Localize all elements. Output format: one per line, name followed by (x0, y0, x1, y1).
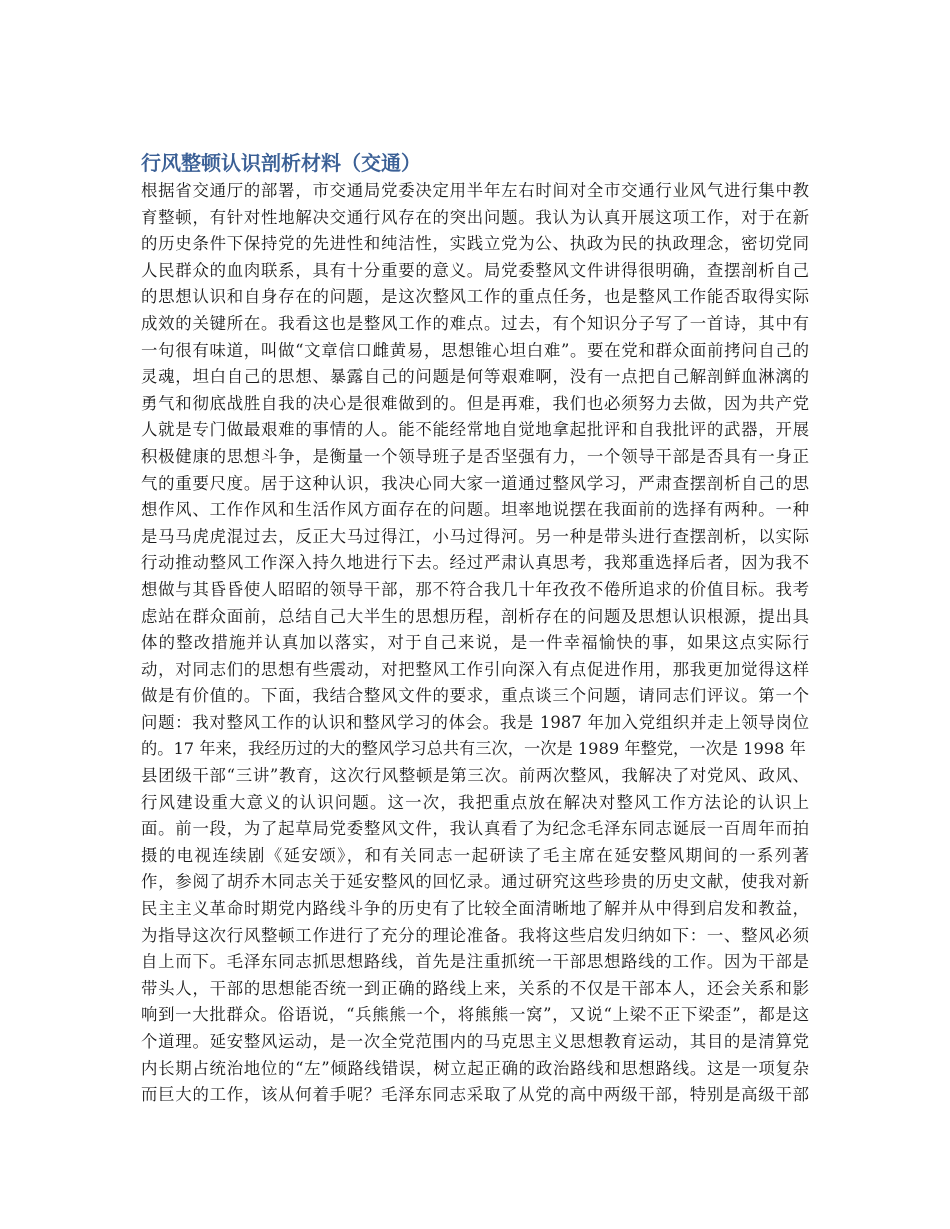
body-line: 体的整改措施并认真加以落实，对于自己来说，是一件幸福愉快的事，如果这点实际行 (141, 633, 809, 653)
body-line: 想做与其昏昏使人昭昭的领导干部，那不符合我几十年孜孜不倦所追求的价值目标。我考 (141, 579, 809, 599)
body-line: 民主主义革命时期党内路线斗争的历史有了比较全面清晰地了解并从中得到启发和教益， (141, 899, 809, 919)
body-line: 作，参阅了胡乔木同志关于延安整风的回忆录。通过研究这些珍贵的历史文献，使我对新 (141, 872, 809, 892)
body-line: 自上而下。毛泽东同志抓思想路线，首先是注重抓统一干部思想路线的工作。因为干部是 (141, 952, 809, 972)
document-body (141, 178, 809, 1109)
body-line: 的。17 年来，我经历过的大的整风学习总共有三次，一次是 1989 年整党，一次是 1998 年 (141, 739, 806, 759)
body-line: 气的重要尺度。居于这种认识，我决心同大家一道通过整风学习，严肃查摆剖析自己的思 (141, 473, 809, 493)
body-line: 人民群众的血肉联系，具有十分重要的意义。局党委整风文件讲得很明确，查摆剖析自己 (141, 260, 809, 280)
body-line: 而巨大的工作，该从何着手呢？毛泽东同志采取了从党的高中两级干部，特别是高级干部 (141, 1085, 809, 1105)
body-line: 内长期占统治地位的“左”倾路线错误，树立起正确的政治路线和思想路线。这是一项复杂 (141, 1058, 809, 1078)
body-line: 响到一大批群众。俗语说，“兵熊熊一个，将熊熊一窝”，又说“上梁不正下梁歪”，都是这 (141, 1005, 809, 1025)
body-line: 摄的电视连续剧《延安颂》，和有关同志一起研读了毛主席在延安整风期间的一系列著 (141, 845, 809, 865)
body-line: 行动推动整风工作深入持久地进行下去。经过严肃认真思考，我郑重选择后者，因为我不 (141, 553, 809, 573)
body-line: 个道理。延安整风运动，是一次全党范围内的马克思主义思想教育运动，其目的是清算党 (141, 1032, 809, 1051)
body-line: 成效的关键所在。我看这也是整风工作的难点。过去，有个知识分子写了一首诗，其中有 (141, 313, 809, 333)
body-line: 行风建设重大意义的认识问题。这一次，我把重点放在解决对整风工作方法论的认识上 (141, 792, 809, 812)
body-line: 的思想认识和自身存在的问题，是这次整风工作的重点任务，也是整风工作能否取得实际 (141, 287, 809, 307)
body-line: 问题：我对整风工作的认识和整风学习的体会。我是 1987 年加入党组织并走上领导岗位 (141, 712, 809, 732)
body-line: 育整顿，有针对性地解决交通行风存在的突出问题。我认为认真开展这项工作，对于在新 (141, 207, 809, 227)
document-content (141, 148, 809, 1109)
body-line: 灵魂，坦白自己的思想、暴露自己的问题是何等艰难啊，没有一点把自己解剖鲜血淋漓的 (141, 367, 809, 387)
body-line: 人就是专门做最艰难的事情的人。能不能经常地自觉地拿起批评和自我批评的武器，开展 (141, 420, 809, 440)
body-line: 虑站在群众面前，总结自己大半生的思想历程，剖析存在的问题及思想认识根源，提出具 (141, 606, 809, 626)
body-line: 带头人，干部的思想能否统一到正确的路线上来，关系的不仅是干部本人，还会关系和影 (141, 978, 809, 998)
body-line: 做是有价值的。下面，我结合整风文件的要求，重点谈三个问题，请同志们评议。第一个 (141, 686, 809, 706)
body-line: 一句很有味道，叫做“文章信口雌黄易，思想锥心坦白难”。要在党和群众面前拷问自己的 (141, 340, 809, 360)
body-line: 为指导这次行风整顿工作进行了充分的理论准备。我将这些启发归纳如下：一、整风必须 (141, 925, 809, 945)
document-title: 行风整顿认识剖析材料（交通） (141, 151, 421, 175)
body-line: 积极健康的思想斗争，是衡量一个领导班子是否坚强有力，一个领导干部是否具有一身正 (141, 446, 809, 466)
body-line: 是马马虎虎混过去，反正大马过得江，小马过得河。另一种是带头进行查摆剖析，以实际 (141, 526, 809, 546)
body-line: 的历史条件下保持党的先进性和纯洁性，实践立党为公、执政为民的执政理念，密切党同 (141, 234, 809, 254)
body-line: 面。前一段，为了起草局党委整风文件，我认真看了为纪念毛泽东同志诞辰一百周年而拍 (141, 819, 809, 839)
body-line: 县团级干部“三讲”教育，这次行风整顿是第三次。前两次整风，我解决了对党风、政风、 (141, 766, 809, 786)
body-line: 想作风、工作作风和生活作风方面存在的问题。坦率地说摆在我面前的选择有两种。一种 (141, 500, 809, 520)
body-line: 动，对同志们的思想有些震动，对把整风工作引向深入有点促进作用，那我更加觉得这样 (141, 659, 809, 679)
body-line: 勇气和彻底战胜自我的决心是很难做到的。但是再难，我们也必须努力去做，因为共产党 (141, 393, 809, 413)
body-line: 根据省交通厅的部署，市交通局党委决定用半年左右时间对全市交通行业风气进行集中教 (141, 181, 809, 200)
